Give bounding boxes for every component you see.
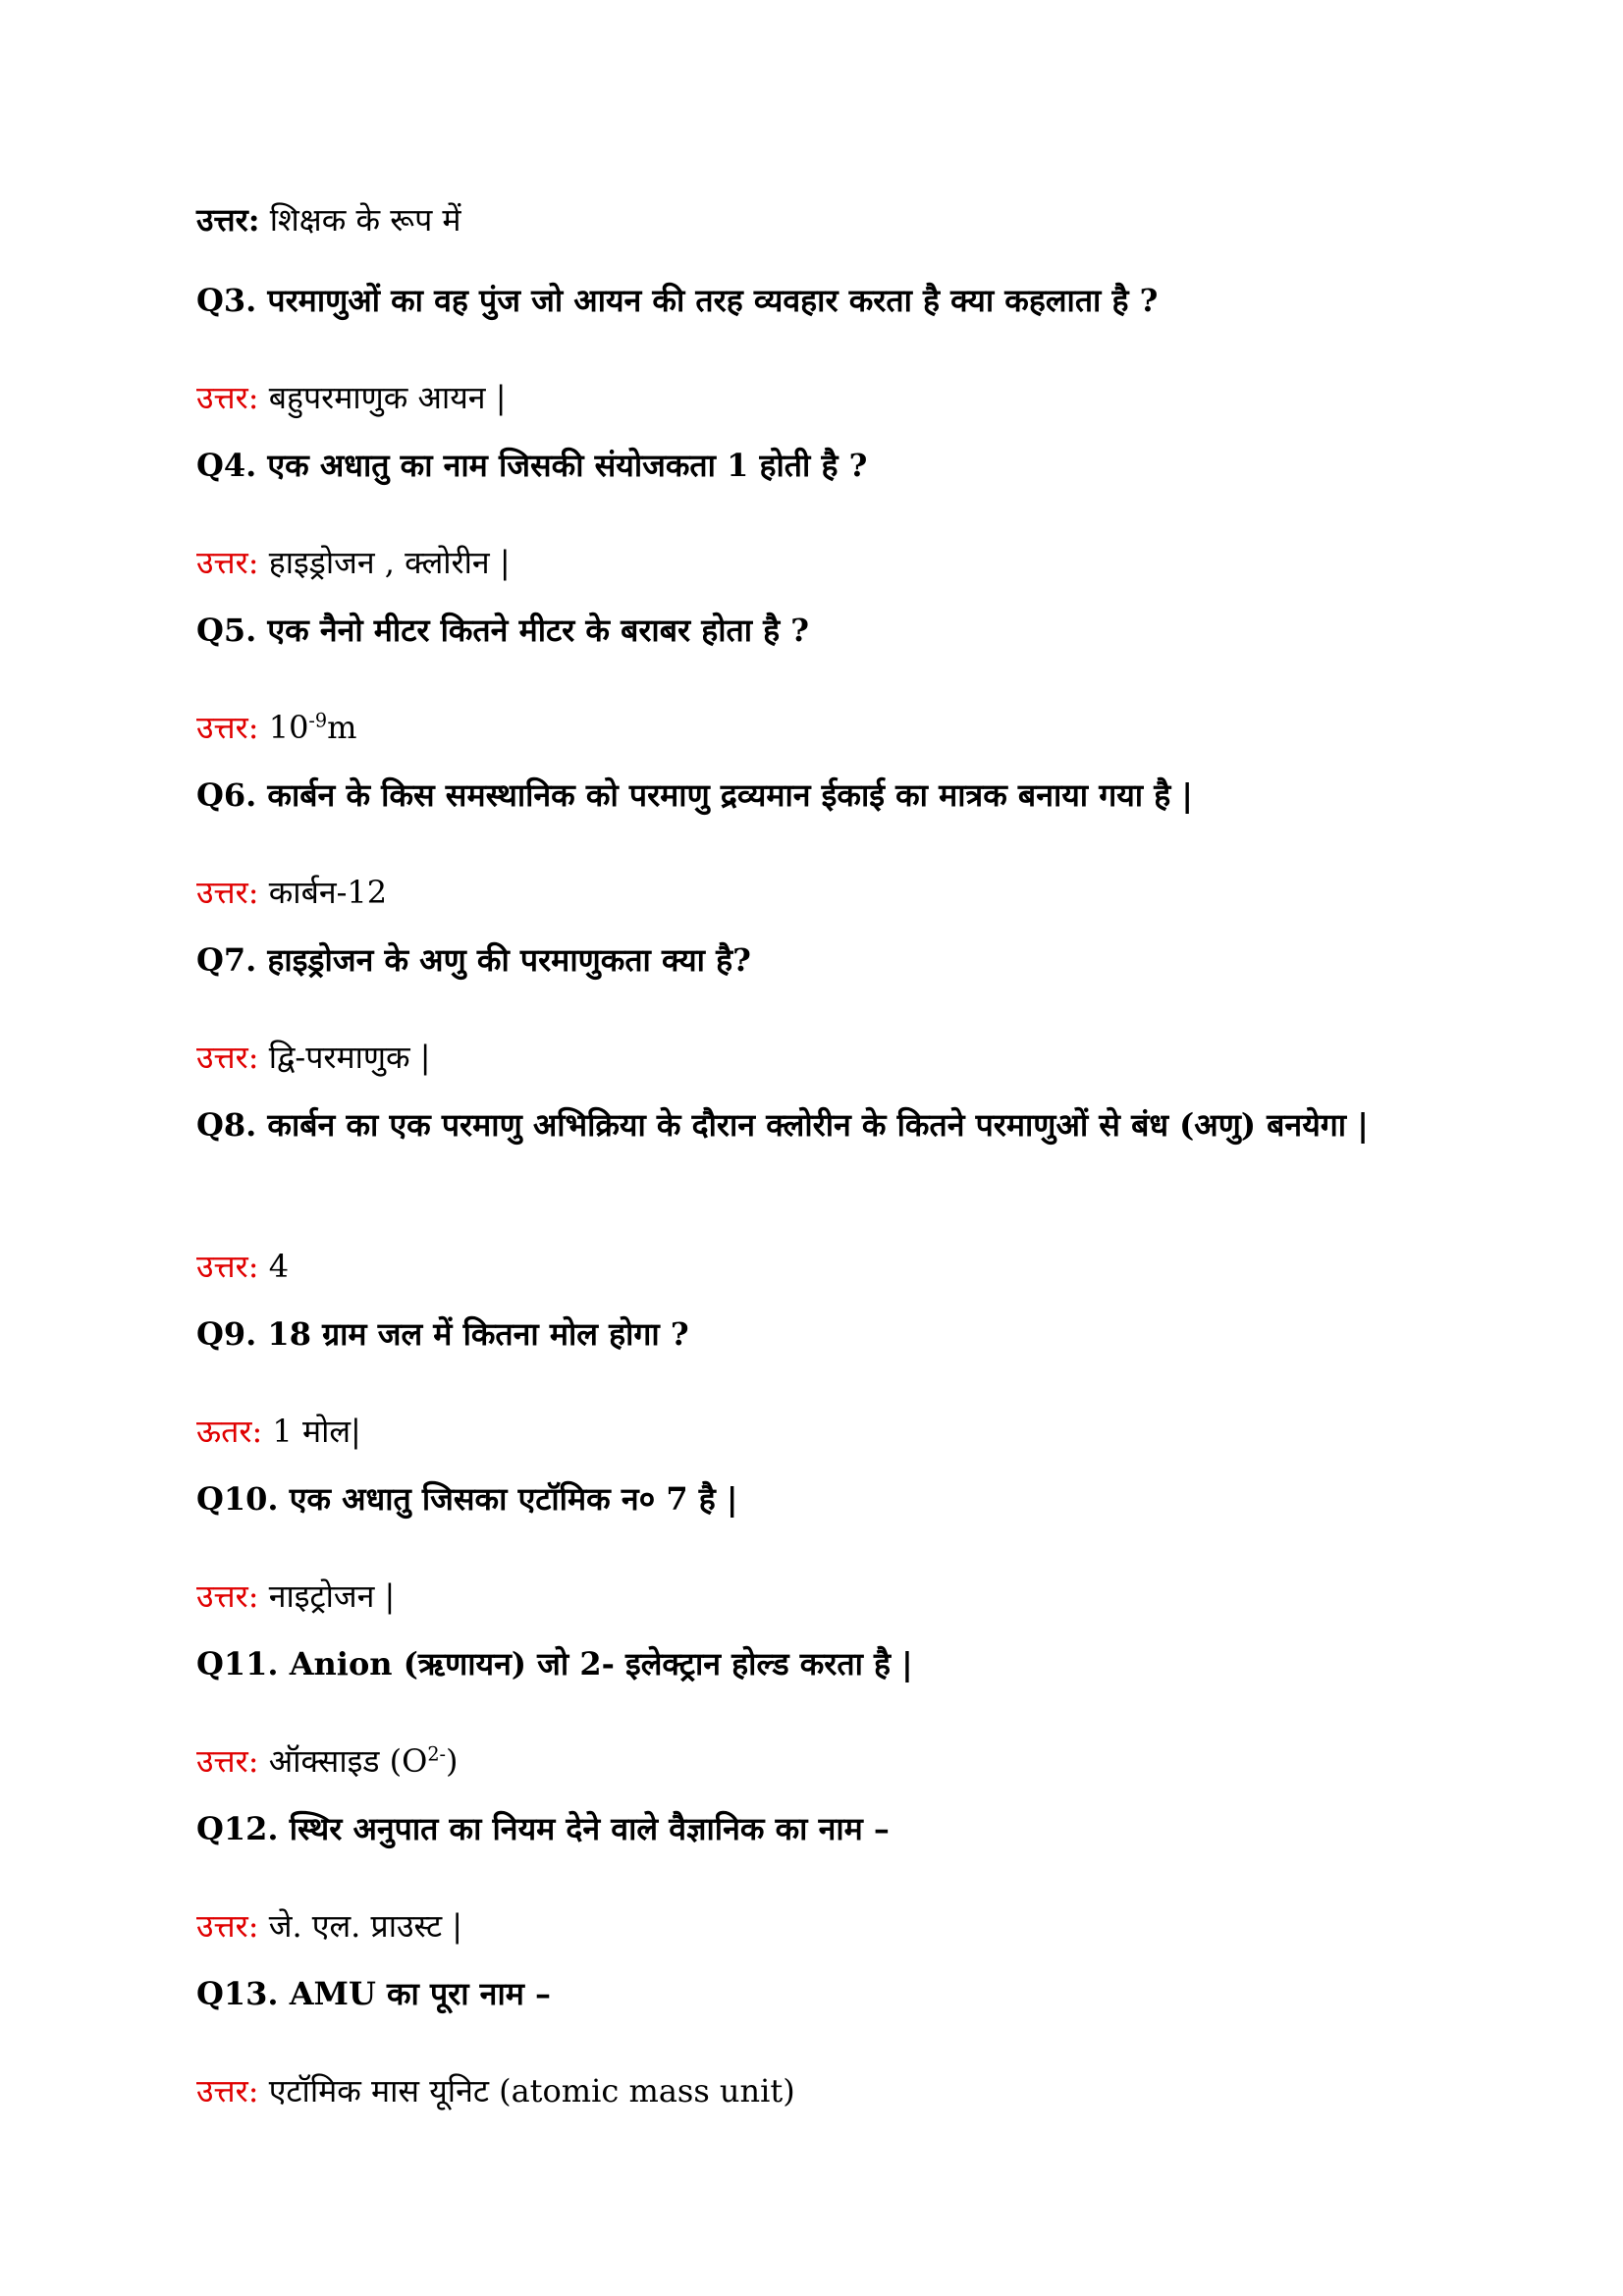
qa-item-q5 <box>196 609 1434 774</box>
qa-item-q13 <box>196 1972 1434 2137</box>
answer-line <box>196 1409 361 1454</box>
question-text: Q11. Anion (ऋणायन) जो 2- इलेक्ट्रान होल्ड करता है | <box>196 1645 913 1682</box>
question-text: Q10. एक अधातु जिसका एटॉमिक न० 7 है | <box>196 1480 738 1518</box>
answer-line <box>196 540 511 585</box>
qa-item-q9 <box>196 1312 1434 1477</box>
answer-base: ऑक्साइड (O <box>268 1742 428 1780</box>
answer-label: उत्तर: <box>196 2072 259 2109</box>
answer-unit: m <box>327 709 357 746</box>
qa-item-q11 <box>196 1642 1434 1807</box>
question-answer-list <box>196 279 1434 2137</box>
answer-line <box>196 2068 795 2113</box>
answer-text: 4 <box>268 1248 290 1285</box>
answer-label: उत्तर: <box>196 1742 259 1780</box>
answer-label: उत्तर: <box>196 1577 259 1615</box>
answer-text: बहुपरमाणुक आयन | <box>268 379 507 416</box>
answer-line <box>196 870 387 915</box>
question-text: Q8. कार्बन का एक परमाणु अभिक्रिया के दौरान क्लोरीन के कितने परमाणुओं से बंध (अणु) बनयेगा | <box>196 1106 1369 1144</box>
qa-item-q10 <box>196 1477 1434 1642</box>
answer-text: नाइट्रोजन | <box>268 1577 396 1615</box>
answer-base: 10 <box>268 709 309 746</box>
question-text: Q7. हाइड्रोजन के अणु की परमाणुकता क्या है? <box>196 941 751 979</box>
answer-charge: 2- <box>427 1742 447 1766</box>
answer-text: जे. एल. प्राउस्ट | <box>268 1907 463 1945</box>
answer-label: उत्तर: <box>196 379 259 416</box>
answer-close: ) <box>446 1742 459 1780</box>
qa-item-q8 <box>196 1103 1434 1312</box>
answer-line <box>196 705 356 750</box>
question-text: Q3. परमाणुओं का वह पुंज जो आयन की तरह व्यवहार करता है क्या कहलाता है ? <box>196 282 1159 319</box>
answer-line <box>196 1244 289 1289</box>
qa-item-q4 <box>196 444 1434 609</box>
answer-label: उत्तर: <box>196 874 259 911</box>
answer-text: कार्बन-12 <box>268 874 388 911</box>
answer-line <box>196 1574 395 1619</box>
answer-label: उत्तर: <box>196 544 259 581</box>
answer-text: एटॉमिक मास यूनिट (atomic mass unit) <box>268 2072 795 2109</box>
answer-text: द्वि-परमाणुक | <box>268 1039 431 1076</box>
answer-label: उत्तर: <box>196 709 259 746</box>
answer-text: हाइड्रोजन , क्लोरीन | <box>268 544 511 581</box>
answer-label: उत्तर: <box>196 201 260 239</box>
answer-line <box>196 375 507 420</box>
question-text: Q12. स्थिर अनुपात का नियम देने वाले वैज्ञानिक का नाम – <box>196 1810 890 1847</box>
answer-line <box>196 1738 459 1784</box>
qa-item-q7 <box>196 938 1434 1103</box>
answer-text: शिक्षक के रूप में <box>269 201 461 239</box>
answer-label: उत्तर: <box>196 1248 259 1285</box>
qa-item-q6 <box>196 774 1434 938</box>
answer-line <box>196 1035 431 1080</box>
question-text: Q13. AMU का पूरा नाम – <box>196 1975 552 2012</box>
question-text: Q6. कार्बन के किस समस्थानिक को परमाणु द्रव्यमान ईकाई का मात्रक बनाया गया है | <box>196 776 1194 814</box>
intro-answer <box>196 196 461 243</box>
question-text: Q9. 18 ग्राम जल में कितना मोल होगा ? <box>196 1315 689 1353</box>
question-text: Q5. एक नैनो मीटर कितने मीटर के बराबर होता है ? <box>196 612 810 649</box>
answer-label: उत्तर: <box>196 1907 259 1945</box>
question-text: Q4. एक अधातु का नाम जिसकी संयोजकता 1 होती है ? <box>196 447 868 484</box>
answer-text: 1 मोल| <box>272 1413 361 1450</box>
answer-label: ऊतर: <box>196 1413 263 1450</box>
answer-exponent: -9 <box>308 709 328 732</box>
answer-label: उत्तर: <box>196 1039 259 1076</box>
qa-item-q3 <box>196 279 1434 444</box>
answer-line <box>196 1903 462 1949</box>
qa-item-q12 <box>196 1807 1434 1972</box>
